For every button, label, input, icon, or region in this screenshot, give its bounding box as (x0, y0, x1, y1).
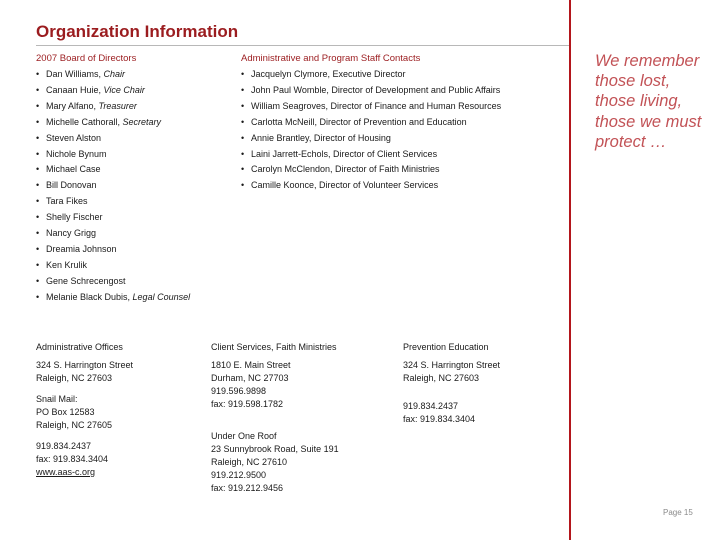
under-one-roof-address-line: Raleigh, NC 27610 (211, 457, 288, 467)
client-address-line: Durham, NC 27703 (211, 373, 289, 383)
client-services-block (211, 341, 339, 495)
staff-contact: • Jacquelyn Clymore, Executive Director (241, 67, 501, 83)
admin-phone: 919.834.2437 (36, 441, 92, 451)
admin-address-line: 324 S. Harrington Street (36, 360, 134, 370)
prevention-heading: Prevention Education (403, 342, 489, 352)
client-fax: fax: 919.598.1782 (211, 399, 284, 409)
client-phone: 919.596.9898 (211, 386, 267, 396)
staff-contact: • William Seagroves, Director of Finance and Human Resources (241, 99, 501, 115)
prevention-fax: fax: 919.834.3404 (403, 414, 476, 424)
admin-offices-heading: Administrative Offices (36, 342, 123, 352)
board-member: • Mary Alfano, Treasurer (36, 99, 190, 115)
board-member: • Tara Fikes (36, 194, 190, 210)
under-one-roof-address-line: 23 Sunnybrook Road, Suite 191 (211, 444, 339, 454)
staff-contact: • Laini Jarrett-Echols, Director of Client Services (241, 147, 501, 163)
staff-contact: • Annie Brantley, Director of Housing (241, 131, 501, 147)
prevention-phone: 919.834.2437 (403, 401, 459, 411)
admin-mail-line: Raleigh, NC 27605 (36, 420, 113, 430)
admin-mail-label: Snail Mail: (36, 394, 78, 404)
board-member: • Ken Krulik (36, 258, 190, 274)
mission-quote: We remember those lost, those living, those we must protect … (595, 52, 702, 151)
board-member: • Melanie Black Dubis, Legal Counsel (36, 290, 190, 306)
board-member: • Dan Williams, Chair (36, 67, 190, 83)
staff-contact: • Carolyn McClendon, Director of Faith Ministries (241, 162, 501, 178)
under-one-roof-heading: Under One Roof (211, 431, 277, 441)
board-member: • Dreamia Johnson (36, 242, 190, 258)
board-member: • Bill Donovan (36, 178, 190, 194)
admin-mail-line: PO Box 12583 (36, 407, 95, 417)
staff-contact: • Carlotta McNeill, Director of Prevention and Education (241, 115, 501, 131)
admin-fax: fax: 919.834.3404 (36, 454, 109, 464)
board-member: • Shelly Fischer (36, 210, 190, 226)
board-member: • Canaan Huie, Vice Chair (36, 83, 190, 99)
board-member: • Michelle Cathorall, Secretary (36, 115, 190, 131)
board-member: • Michael Case (36, 162, 190, 178)
staff-heading: Administrative and Program Staff Contacts (241, 53, 421, 64)
staff-contact: • Camille Koonce, Director of Volunteer Services (241, 178, 501, 194)
board-heading: 2007 Board of Directors (36, 53, 137, 64)
under-one-roof-phone: 919.212.9500 (211, 470, 267, 480)
board-list (36, 67, 190, 306)
board-member: • Nancy Grigg (36, 226, 190, 242)
board-member: • Nichole Bynum (36, 147, 190, 163)
admin-address-line: Raleigh, NC 27603 (36, 373, 113, 383)
client-services-heading: Client Services, Faith Ministries (211, 342, 337, 352)
board-member: • Gene Schrecengost (36, 274, 190, 290)
admin-offices-block (36, 341, 133, 479)
prevention-address-line: 324 S. Harrington Street (403, 360, 501, 370)
title-divider (36, 45, 569, 46)
page-number: Page 15 (663, 508, 693, 517)
client-address-line: 1810 E. Main Street (211, 360, 291, 370)
board-member: • Steven Alston (36, 131, 190, 147)
staff-contact: • John Paul Womble, Director of Development and Public Affairs (241, 83, 501, 99)
prevention-address-line: Raleigh, NC 27603 (403, 373, 480, 383)
under-one-roof-fax: fax: 919.212.9456 (211, 483, 284, 493)
vertical-divider (569, 0, 571, 540)
prevention-education-block (403, 341, 500, 426)
staff-list (241, 67, 501, 194)
page-title: Organization Information (36, 22, 239, 41)
website-link[interactable]: www.aas-c.org (36, 467, 96, 477)
